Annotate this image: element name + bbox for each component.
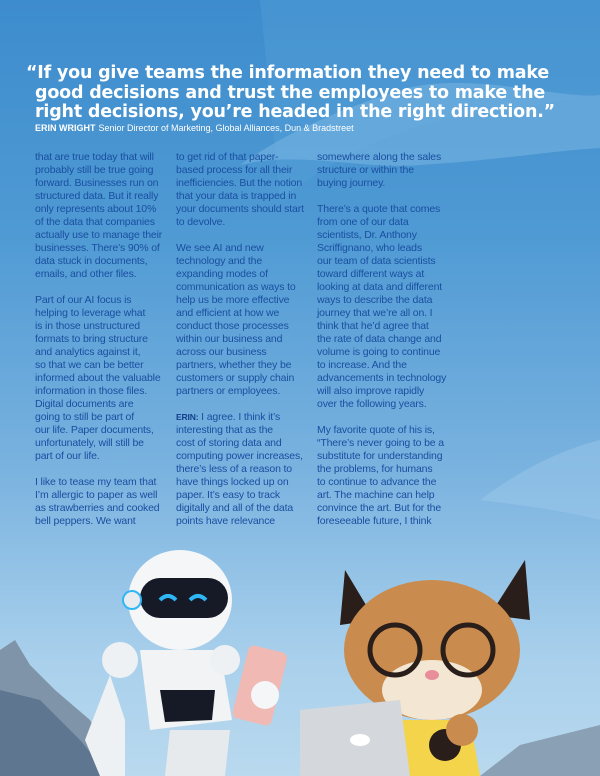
text-line: Part of our AI focus is xyxy=(35,294,132,306)
text-line: computing power increases, xyxy=(176,450,303,462)
article-column-3 xyxy=(317,151,455,528)
attribution-title: Senior Director of Marketing, Global Alliances, Dun & Bradstreet xyxy=(98,123,354,133)
text-line: your documents should start xyxy=(176,203,304,215)
text-line: advancements in technology xyxy=(317,372,447,384)
text-line: emails, and other files. xyxy=(35,268,137,280)
article-column-2 xyxy=(176,151,314,528)
text-line: unfortunately, will still be xyxy=(35,437,144,449)
paragraph-gap xyxy=(35,281,173,294)
text-line: partners, whether they be xyxy=(176,359,292,371)
quote-line: good decisions and trust the employees to make the xyxy=(35,82,546,103)
lynx-character xyxy=(300,560,530,776)
text-line: the problems, for humans xyxy=(317,463,433,475)
text-line: cost of storing data and xyxy=(176,437,282,449)
text-line: helping to leverage what xyxy=(35,307,146,319)
text-line: that are true today that will xyxy=(35,151,154,163)
text-line: formats to bring structure xyxy=(35,333,148,345)
text-line: the rate of data change and xyxy=(317,333,442,345)
text-line: expanding modes of xyxy=(176,268,268,280)
text-line: toward different ways at xyxy=(317,268,425,280)
text-line: going to still be part of xyxy=(35,411,134,423)
text-line: We see AI and new xyxy=(176,242,264,254)
text-line: inefficiencies. But the notion xyxy=(176,177,303,189)
quote-line: “If you give teams the information they need to make xyxy=(26,63,550,83)
text-line: looking at data and different xyxy=(317,281,443,293)
text-line: technology and the xyxy=(176,255,263,267)
text-line: only represents about 10% xyxy=(35,203,157,215)
text-line: is in those unstructured xyxy=(35,320,140,332)
illustration-characters xyxy=(0,540,600,776)
text-line: across our business xyxy=(176,346,267,358)
text-line: from one of our data xyxy=(317,216,409,228)
text-line: customers or supply chain xyxy=(176,372,295,384)
pull-quote xyxy=(26,64,586,123)
text-line: our life. Paper documents, xyxy=(35,424,154,436)
text-line: My favorite quote of his is, xyxy=(317,424,435,436)
text-line: and analytics against it, xyxy=(35,346,141,358)
text-line: digitally and all of the data xyxy=(176,502,294,514)
text-line: part of our life. xyxy=(35,450,100,462)
text-line: ways to describe the data xyxy=(317,294,433,306)
text-line: to devolve. xyxy=(176,216,226,228)
text-line: somewhere along the sales xyxy=(317,151,442,163)
text-line: foreseeable future, I think xyxy=(317,515,432,527)
text-line: probably still be true going xyxy=(35,164,154,176)
paragraph-gap xyxy=(176,229,314,242)
text-line: scientists, Dr. Anthony xyxy=(317,229,417,241)
text-line: our team of data scientists xyxy=(317,255,436,267)
text-line: informed about the valuable xyxy=(35,372,161,384)
text-line: to get rid of that paper- xyxy=(176,151,279,163)
text-line: and efficient at how we xyxy=(176,307,280,319)
text-line-rest: I agree. I think it’s xyxy=(198,411,281,423)
quote-line: right decisions, you’re headed in the right direction.” xyxy=(35,102,555,122)
text-line: over the following years. xyxy=(317,398,427,410)
text-line: to increase. And the xyxy=(317,359,407,371)
text-line: have things locked up on xyxy=(176,476,289,488)
text-line: actually use to manage their xyxy=(35,229,163,241)
text-line: paper. It’s easy to track xyxy=(176,489,281,501)
speaker-label: ERIN: xyxy=(176,412,199,422)
text-line: businesses. There’s 90% of xyxy=(35,242,160,254)
text-line: I like to tease my team that xyxy=(35,476,157,488)
text-line: Digital documents are xyxy=(35,398,134,410)
text-line: information in those files. xyxy=(35,385,148,397)
text-line: conduct those processes xyxy=(176,320,289,332)
paragraph-gap xyxy=(317,411,455,424)
text-line: structured data. But it really xyxy=(35,190,159,202)
text-line: that your data is trapped in xyxy=(176,190,297,202)
text-line: based process for all their xyxy=(176,164,293,176)
text-line: convince the art. But for the xyxy=(317,502,442,514)
text-line: there’s less of a reason to xyxy=(176,463,292,475)
paragraph-gap xyxy=(35,463,173,476)
text-line: will also improve rapidly xyxy=(317,385,425,397)
text-line: “There’s never going to be a xyxy=(317,437,444,449)
text-line: to continue to advance the xyxy=(317,476,437,488)
text-line: as strawberries and cooked xyxy=(35,502,160,514)
article-column-1 xyxy=(35,151,173,528)
text-line: think that he’d agree that xyxy=(317,320,429,332)
text-line: buying journey. xyxy=(317,177,386,189)
text-line: Scriffignano, who leads xyxy=(317,242,422,254)
paragraph-gap xyxy=(176,398,314,411)
text-line: partners or employees. xyxy=(176,385,281,397)
text-line: volume is going to continue xyxy=(317,346,441,358)
text-line: journey that we’re all on. I xyxy=(317,307,433,319)
text-line: so that we can be better xyxy=(35,359,144,371)
quote-attribution xyxy=(35,123,354,133)
text-line: data stuck in documents, xyxy=(35,255,148,267)
text-line xyxy=(176,411,314,424)
text-line: help us be more effective xyxy=(176,294,290,306)
text-line: There’s a quote that comes xyxy=(317,203,441,215)
text-line: forward. Businesses run on xyxy=(35,177,159,189)
attribution-name: ERIN WRIGHT xyxy=(35,123,96,133)
text-line: I’m allergic to paper as well xyxy=(35,489,158,501)
text-line: within our business and xyxy=(176,333,283,345)
text-line: bell peppers. We want xyxy=(35,515,136,527)
text-line: points have relevance xyxy=(176,515,275,527)
text-line: of the data that companies xyxy=(35,216,155,228)
text-line: art. The machine can help xyxy=(317,489,435,501)
paragraph-gap xyxy=(317,190,455,203)
text-line: structure or within the xyxy=(317,164,414,176)
text-line: substitute for understanding xyxy=(317,450,443,462)
text-line: communication as ways to xyxy=(176,281,296,293)
robot-character xyxy=(85,550,288,776)
text-line: interesting that as the xyxy=(176,424,273,436)
